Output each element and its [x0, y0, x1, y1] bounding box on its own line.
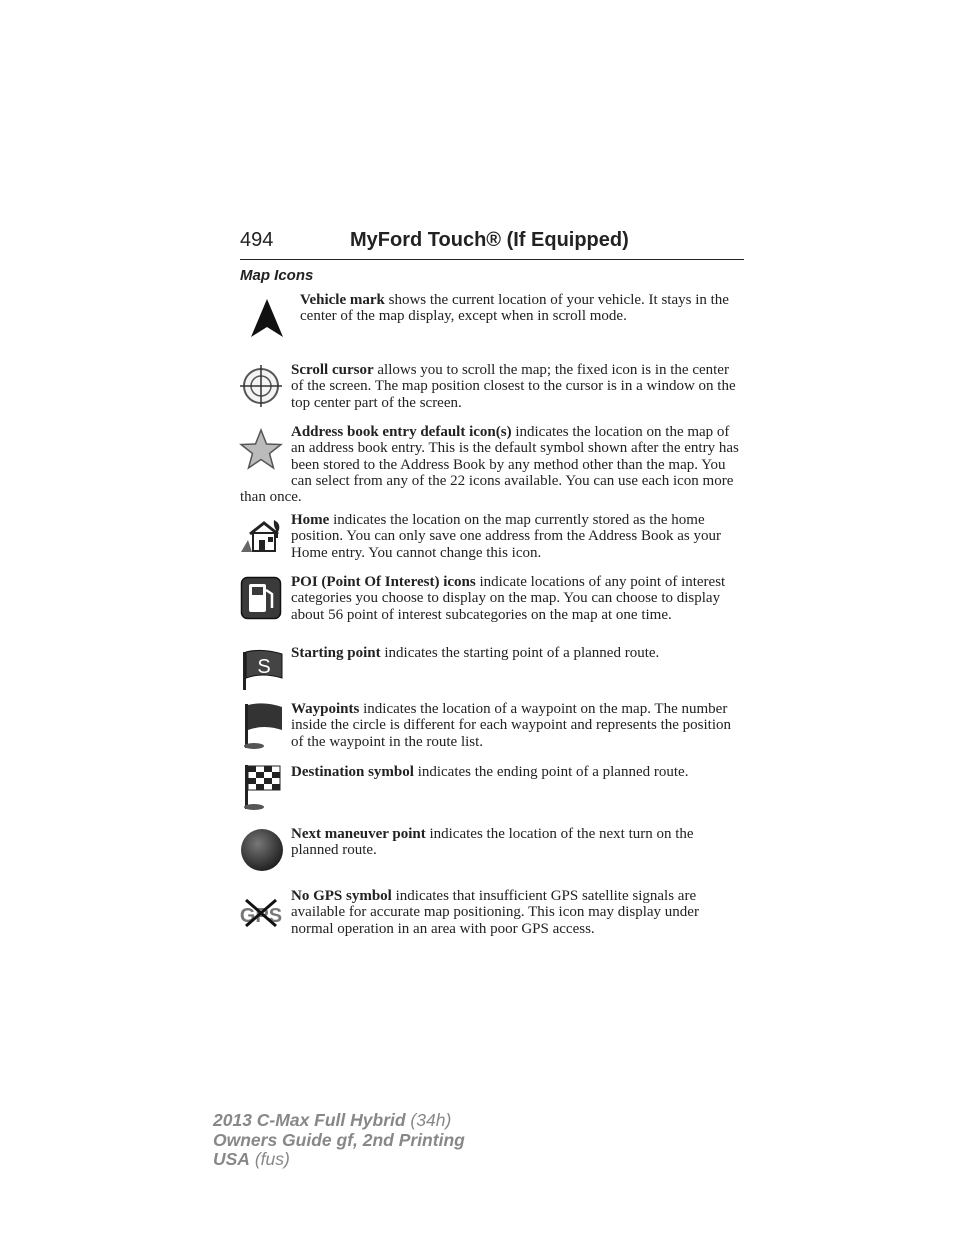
vehicle-arrow-icon — [248, 297, 286, 339]
entry-term: POI (Point Of Interest) icons — [291, 574, 476, 590]
entry-text: indicates the location on the map currently stored as the home position. You can only save one address from the Address Book as your Home entry. You cannot change this icon. — [291, 512, 721, 561]
entry-term: Destination symbol — [291, 764, 414, 780]
no-gps-icon — [240, 896, 284, 930]
entry-term: No GPS symbol — [291, 888, 392, 904]
entry-term: Scroll cursor — [291, 362, 374, 378]
maneuver-dot-icon — [240, 828, 284, 872]
no-gps-label: GPS — [240, 905, 283, 927]
page-footer — [213, 1111, 465, 1170]
entry-term: Address book entry default icon(s) — [291, 424, 512, 440]
entry-term: Home — [291, 512, 330, 528]
entry-term: Starting point — [291, 645, 381, 661]
entry-poi — [291, 574, 744, 623]
entry-home — [291, 512, 744, 561]
entry-text: allows you to scroll the map; the fixed icon is in the center of the screen. The map position closest to the cursor is in a window on the top center part of the screen. — [291, 362, 736, 411]
entry-text: indicates the starting point of a planned route. — [380, 645, 660, 661]
fuel-pump-icon — [240, 576, 282, 620]
crosshair-icon — [240, 365, 282, 407]
chapter-title: MyFord Touch® (If Equipped) — [350, 229, 629, 251]
footer-region-code: (fus) — [249, 1149, 290, 1169]
entry-term: Vehicle mark — [300, 292, 385, 308]
checkered-flag-icon — [240, 763, 284, 811]
entry-text: indicates the location on the map of an address book entry. This is the default symbol shown after the entry has been stored to the Address Book by any method other than the map. You can select from any of the 22 icons available. You can use each icon more than once. — [240, 424, 739, 506]
entry-next-maneuver — [291, 826, 744, 859]
page-header — [240, 229, 744, 260]
entry-text: indicates that insufficient GPS satellite signals are available for accurate map positioning. This icon may display under normal operation in an area with poor GPS access. — [291, 888, 699, 937]
entry-scroll-cursor — [291, 362, 744, 411]
entry-text: indicates the location of a waypoint on the map. The number inside the circle is different for each waypoint and represents the position of the waypoint in the route list. — [291, 701, 731, 750]
entry-vehicle-mark — [300, 292, 744, 325]
entry-term: Next maneuver point — [291, 826, 426, 842]
start-flag-letter: S — [257, 656, 271, 678]
footer-guide: Owners Guide gf, 2nd Printing — [213, 1129, 465, 1150]
entry-text: indicates the ending point of a planned route. — [413, 764, 689, 780]
entry-text: indicate locations of any point of interest categories you choose to display on the map. You can choose to display about 56 point of interest subcategories on the map at one time. — [291, 574, 726, 623]
entry-destination — [291, 764, 744, 780]
page-number: 494 — [240, 229, 274, 251]
entry-starting-point — [291, 645, 744, 661]
section-title: Map Icons — [240, 267, 314, 284]
start-flag-icon — [240, 648, 284, 692]
footer-model: 2013 C-Max Full Hybrid — [213, 1110, 406, 1130]
waypoint-flag-icon — [240, 702, 284, 750]
footer-model-code: (34h) — [405, 1110, 452, 1130]
entry-no-gps — [291, 888, 744, 937]
entry-waypoints — [291, 701, 744, 750]
entry-address-book — [240, 424, 744, 505]
footer-region: USA — [213, 1149, 250, 1169]
entry-text: indicates the location of the next turn on the planned route. — [291, 826, 694, 859]
entry-term: Waypoints — [291, 701, 360, 717]
entry-text: shows the current location of your vehicle. It stays in the center of the map display, except when in scroll mode. — [300, 292, 729, 325]
home-icon — [240, 518, 284, 554]
